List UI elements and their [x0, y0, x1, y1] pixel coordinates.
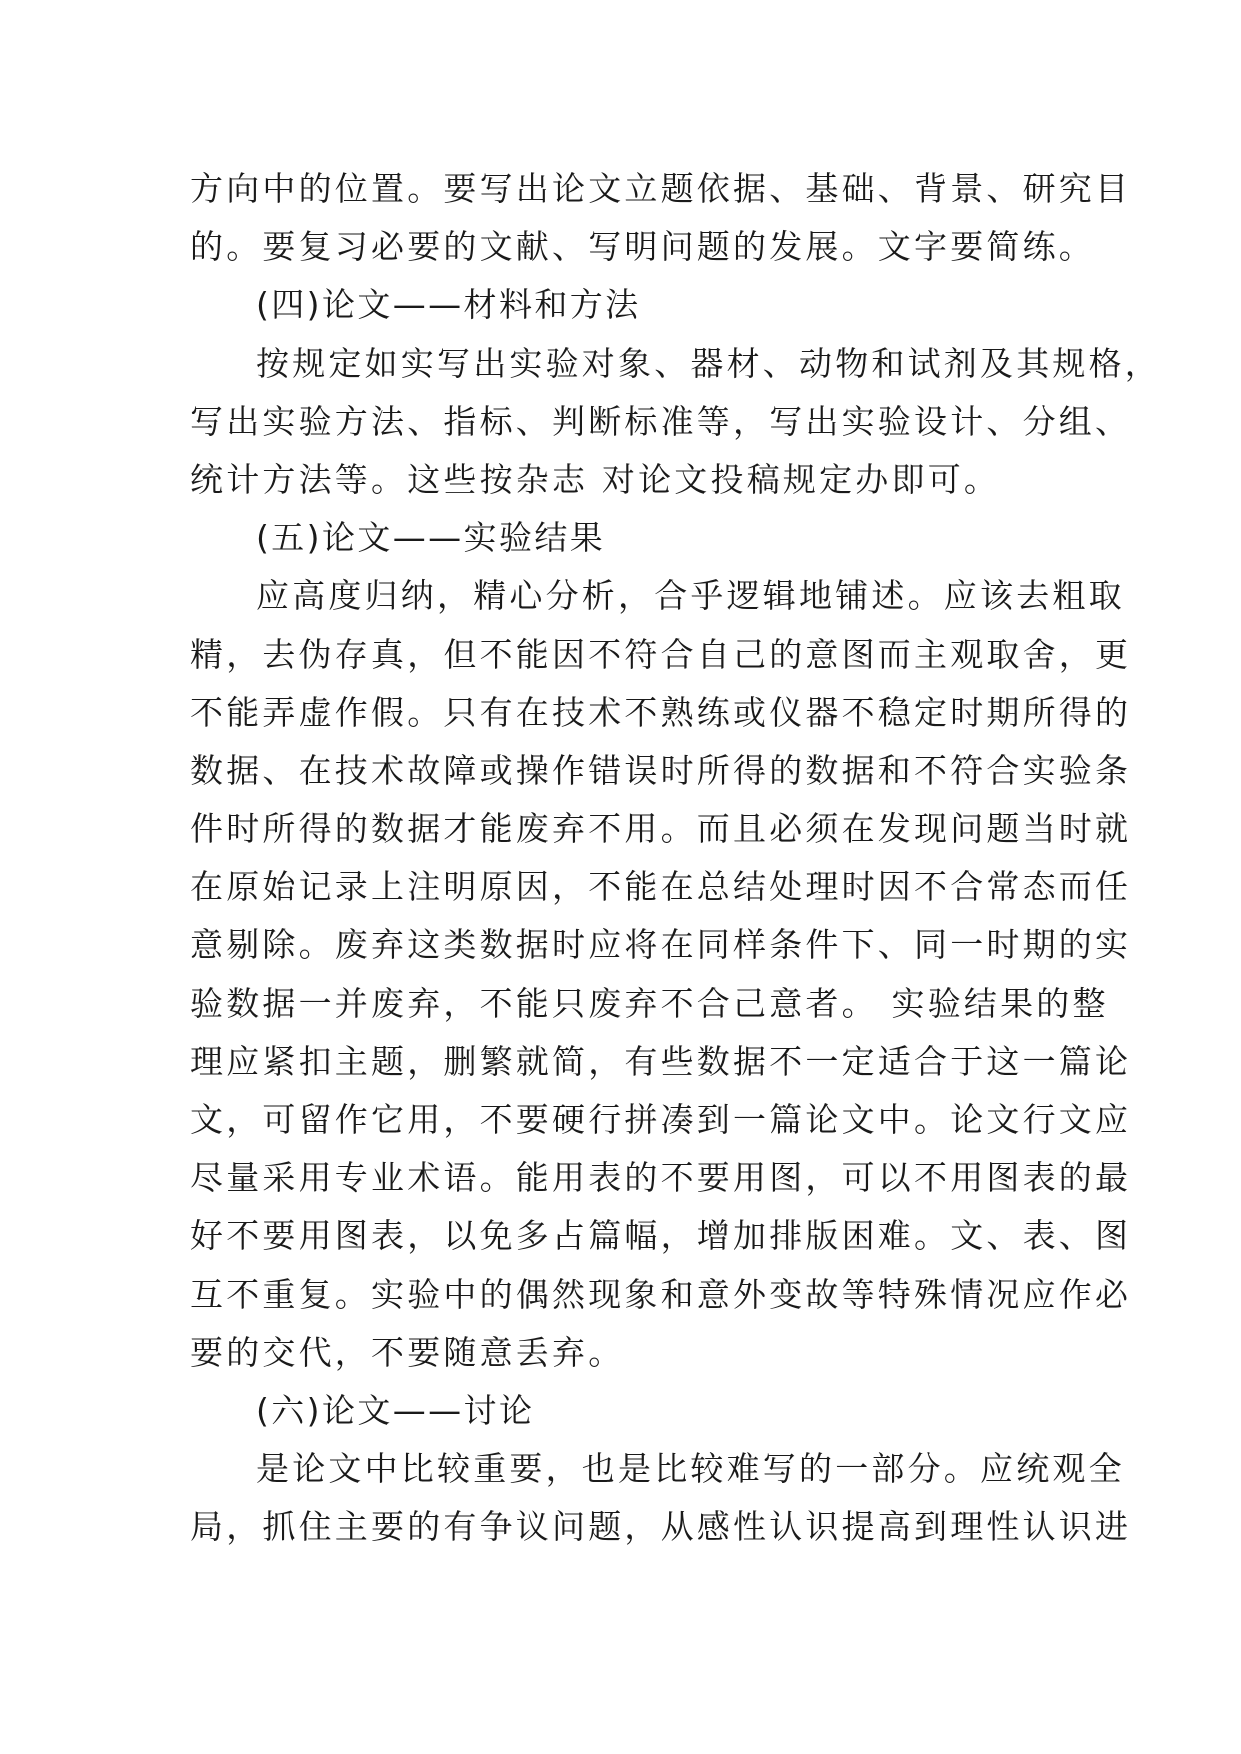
text-line: 精，去伪存真，但不能因不符合自己的意图而主观取舍，更 [190, 634, 1132, 674]
section-heading: (六)论文——讨论 [256, 1390, 535, 1430]
text-line: 写出实验方法、指标、判断标准等，写出实验设计、分组、 [190, 401, 1132, 441]
text-line: 应高度归纳，精心分析，合乎逻辑地铺述。应该去粗取 [256, 576, 1125, 616]
text-line: 尽量采用专业术语。能用表的不要用图，可以不用图表的最 [190, 1158, 1132, 1198]
text-line: 意剔除。废弃这类数据时应将在同样条件下、同一时期的实 [190, 925, 1132, 965]
text-line: 在原始记录上注明原因，不能在总结处理时因不合常态而任 [190, 867, 1132, 907]
text-line: 理应紧扣主题，删繁就简，有些数据不一定适合于这一篇论 [190, 1041, 1132, 1081]
section-heading: (五)论文——实验结果 [256, 518, 606, 558]
text-line: 要的交代，不要随意丢弃。 [190, 1332, 625, 1372]
text-line: 件时所得的数据才能废弃不用。而且必须在发现问题当时就 [190, 809, 1132, 849]
text-line: 统计方法等。这些按杂志 对论文投稿规定办即可。 [190, 459, 1001, 499]
text-line: 不能弄虚作假。只有在技术不熟练或仪器不稳定时期所得的 [190, 692, 1132, 732]
text-line: 方向中的位置。要写出论文立题依据、基础、背景、研究目 [190, 169, 1132, 208]
text-line: 验数据一并废弃，不能只废弃不合己意者。 实验结果的整 [190, 983, 1109, 1023]
text-line: 好不要用图表，以免多占篇幅，增加排版困难。文、表、图 [190, 1216, 1132, 1256]
text-line: 是论文中比较重要，也是比较难写的一部分。应统观全 [256, 1449, 1125, 1489]
document-body [190, 160, 1161, 1557]
text-line: 按规定如实写出实验对象、器材、动物和试剂及其规格， [256, 343, 1161, 383]
text-line: 文，可留作它用，不要硬行拼凑到一篇论文中。论文行文应 [190, 1100, 1132, 1139]
section-heading: (四)论文——材料和方法 [256, 285, 641, 325]
text-line: 互不重复。实验中的偶然现象和意外变故等特殊情况应作必 [190, 1274, 1132, 1314]
text-line: 局，抓住主要的有争议问题，从感性认识提高到理性认识进 [190, 1507, 1132, 1547]
text-line: 的。要复习必要的文献、写明问题的发展。文字要简练。 [190, 227, 1095, 267]
text-line: 数据、在技术故障或操作错误时所得的数据和不符合实验条 [190, 750, 1132, 790]
